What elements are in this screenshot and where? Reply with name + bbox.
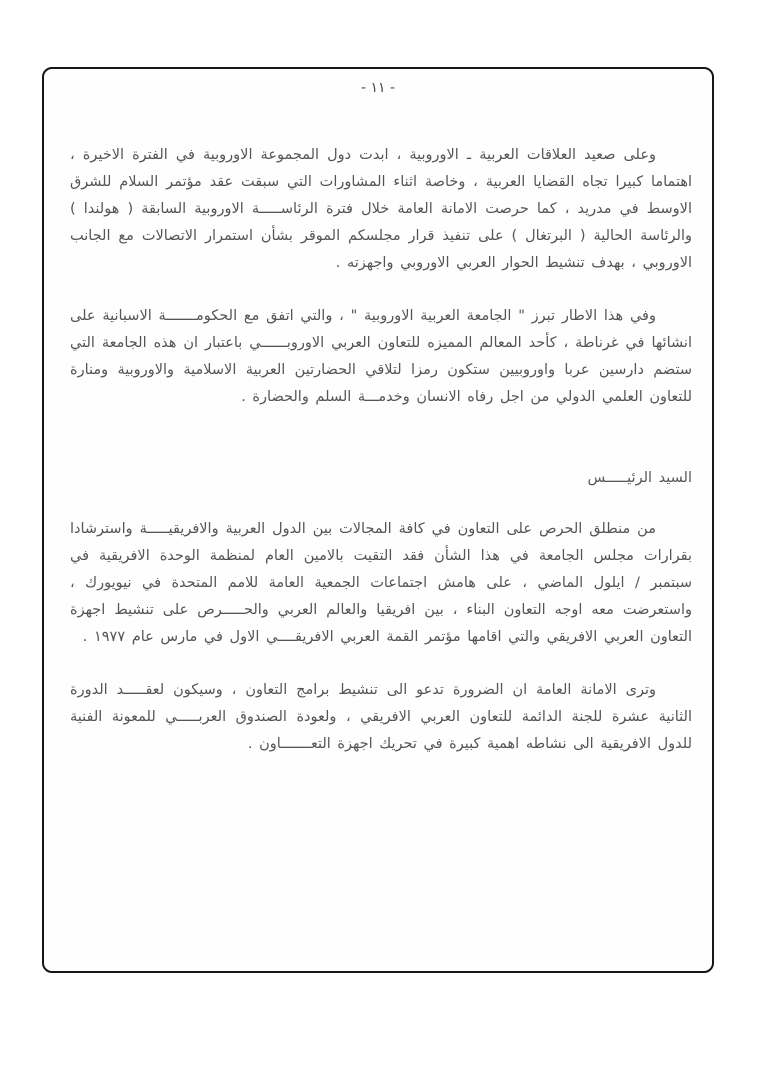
section-heading-mr-president: السيد الرئيـــــس [587, 470, 692, 486]
page-number: - ١١ - [360, 80, 396, 96]
document-body [44, 96, 712, 758]
document-page [42, 67, 714, 973]
paragraph-general-secretariat-view: وترى الامانة العامة ان الضرورة تدعو الى تنشيط برامج التعاون ، وسيكون لعقـــــد الدورة الثانية عشرة للجنة الدائمة للتعاون العربي الافريقي ، ولعودة الصندوق العربـــــي للمعونة الفنية للدول الافريقية الى نشاطه اهمية كبيرة في تحريك اجهزة التعـــــــاون . [70, 682, 692, 752]
paragraph-arab-european-university: وفي هذا الاطار تبرز " الجامعة العربية الاوروبية " ، والتي اتفق مع الحكومـــــــة الاسبانية على انشائها في غرناطة ، كأحد المعالم المميزه للتعاون العربي الاوروبــــــي باعتبار ان هذه الجامعة التي ستضم دارسين عربا واوروبيين ستكون رمزا لتلاقي الحضارتين العربية الاسلامية والاوروبية ومنارة للتعاون العلمي الدولي من اجل رفاه الانسان وخدمـــة السلم والحضارة . [70, 308, 692, 405]
paragraph-arab-european-relations: وعلى صعيد العلاقات العربية ـ الاوروبية ، ابدت دول المجموعة الاوروبية في الفترة الاخيرة ، اهتماما كبيرا تجاه القضايا العربية ، وخاصة اثناء المشاورات التي سبقت عقد مؤتمر السلام للشرق الاوسط في مدريد ، كما حرصت الامانة العامة خلال فترة الرئاســـــة الاوروبية السابقة ( هولندا ) والرئاسة الحالية ( البرتغال ) على تنفيذ قرار مجلسكم الموقر بشأن استمرار الاتصالات مع الجانب الاوروبي ، بهدف تنشيط الحوار العربي الاوروبي واجهزته . [70, 147, 692, 271]
paragraph-arab-african-cooperation: من منطلق الحرص على التعاون في كافة المجالات بين الدول العربية والافريقيـــــة واسترشادا بقرارات مجلس الجامعة في هذا الشأن فقد التقيت بالامين العام لمنظمة الوحدة الافريقية في سبتمبر / ايلول الماضي ، على هامش اجتماعات الجمعية العامة للامم المتحدة في نيويورك ، واستعرضت معه اوجه التعاون البناء ، بين افريقيا والعالم العربي والحـــــرص على تنشيط اجهزة التعاون العربي الافريقي والتي اقامها مؤتمر القمة العربي الافريقــــي الاول في مارس عام ١٩٧٧ . [70, 521, 692, 645]
